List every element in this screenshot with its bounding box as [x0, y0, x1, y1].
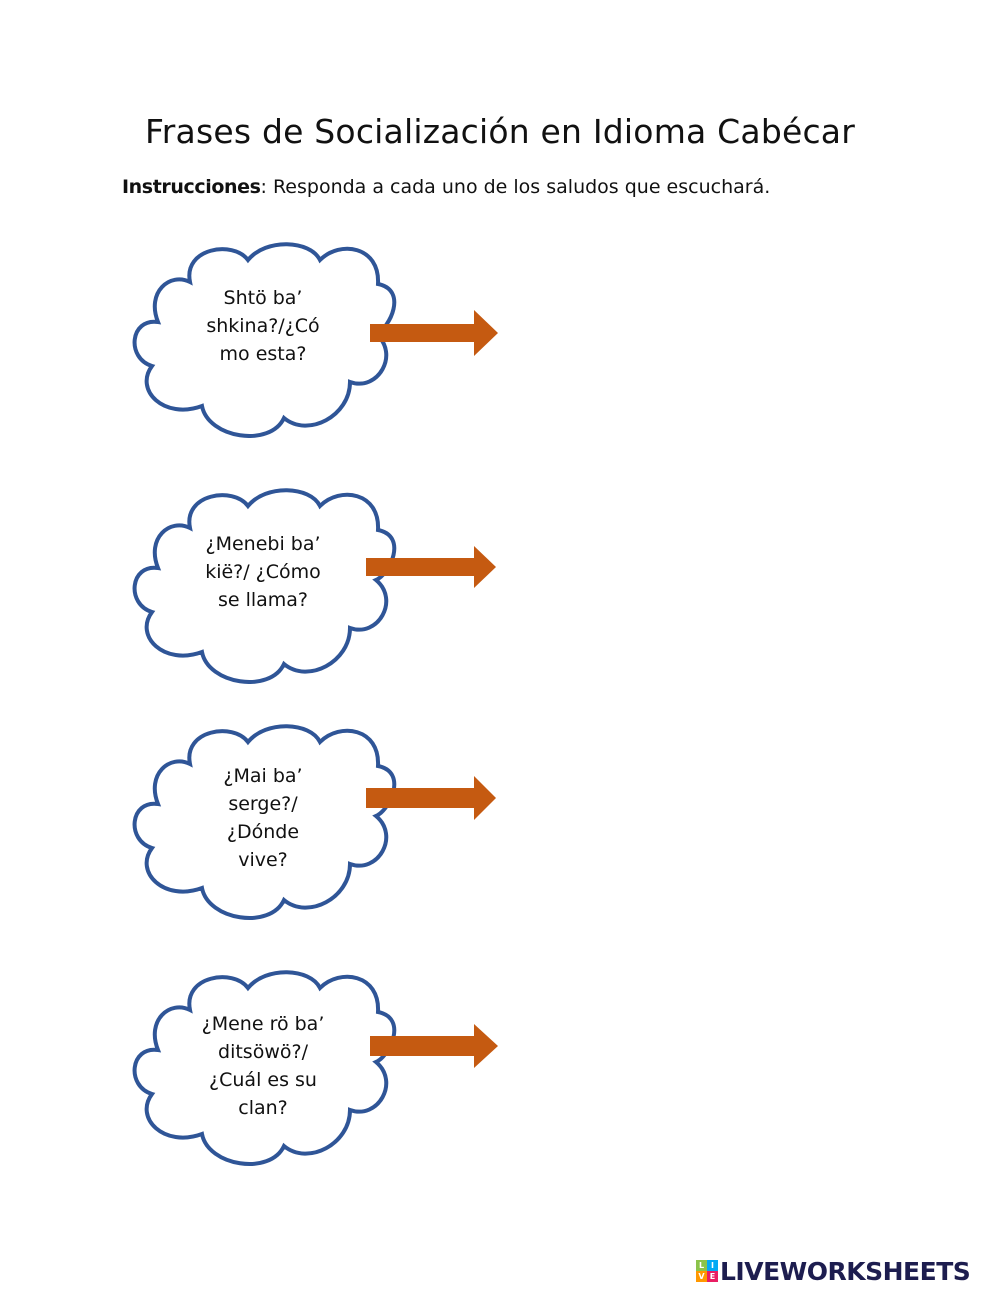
arrow-2	[366, 546, 496, 588]
liveworksheets-logo	[696, 1254, 970, 1288]
prompt-2	[120, 484, 490, 684]
liveworksheets-mark-icon: L I V E	[696, 1260, 718, 1282]
prompt-text-1: Shtö ba’ shkina?/¿Có mo esta?	[206, 287, 320, 365]
prompt-4	[120, 966, 490, 1166]
prompt-1	[120, 238, 490, 438]
prompt-text-3: ¿Mai ba’ serge?/ ¿Dónde vive?	[223, 765, 303, 871]
arrow-4	[370, 1024, 498, 1068]
logo-text: LIVEWORKSHEETS	[720, 1256, 971, 1286]
instructions	[122, 176, 770, 198]
instructions-text: : Responda a cada uno de los saludos que escuchará.	[260, 176, 771, 198]
page-title: Frases de Socialización en Idioma Cabécar	[145, 112, 855, 151]
instructions-label: Instrucciones	[122, 176, 261, 198]
prompt-text-4: ¿Mene rö ba’ ditsöwö?/ ¿Cuál es su clan?	[201, 1013, 325, 1119]
arrow-3	[366, 776, 496, 820]
prompt-3	[120, 720, 490, 920]
prompt-text-2: ¿Menebi ba’ kië?/ ¿Cómo se llama?	[205, 533, 321, 611]
